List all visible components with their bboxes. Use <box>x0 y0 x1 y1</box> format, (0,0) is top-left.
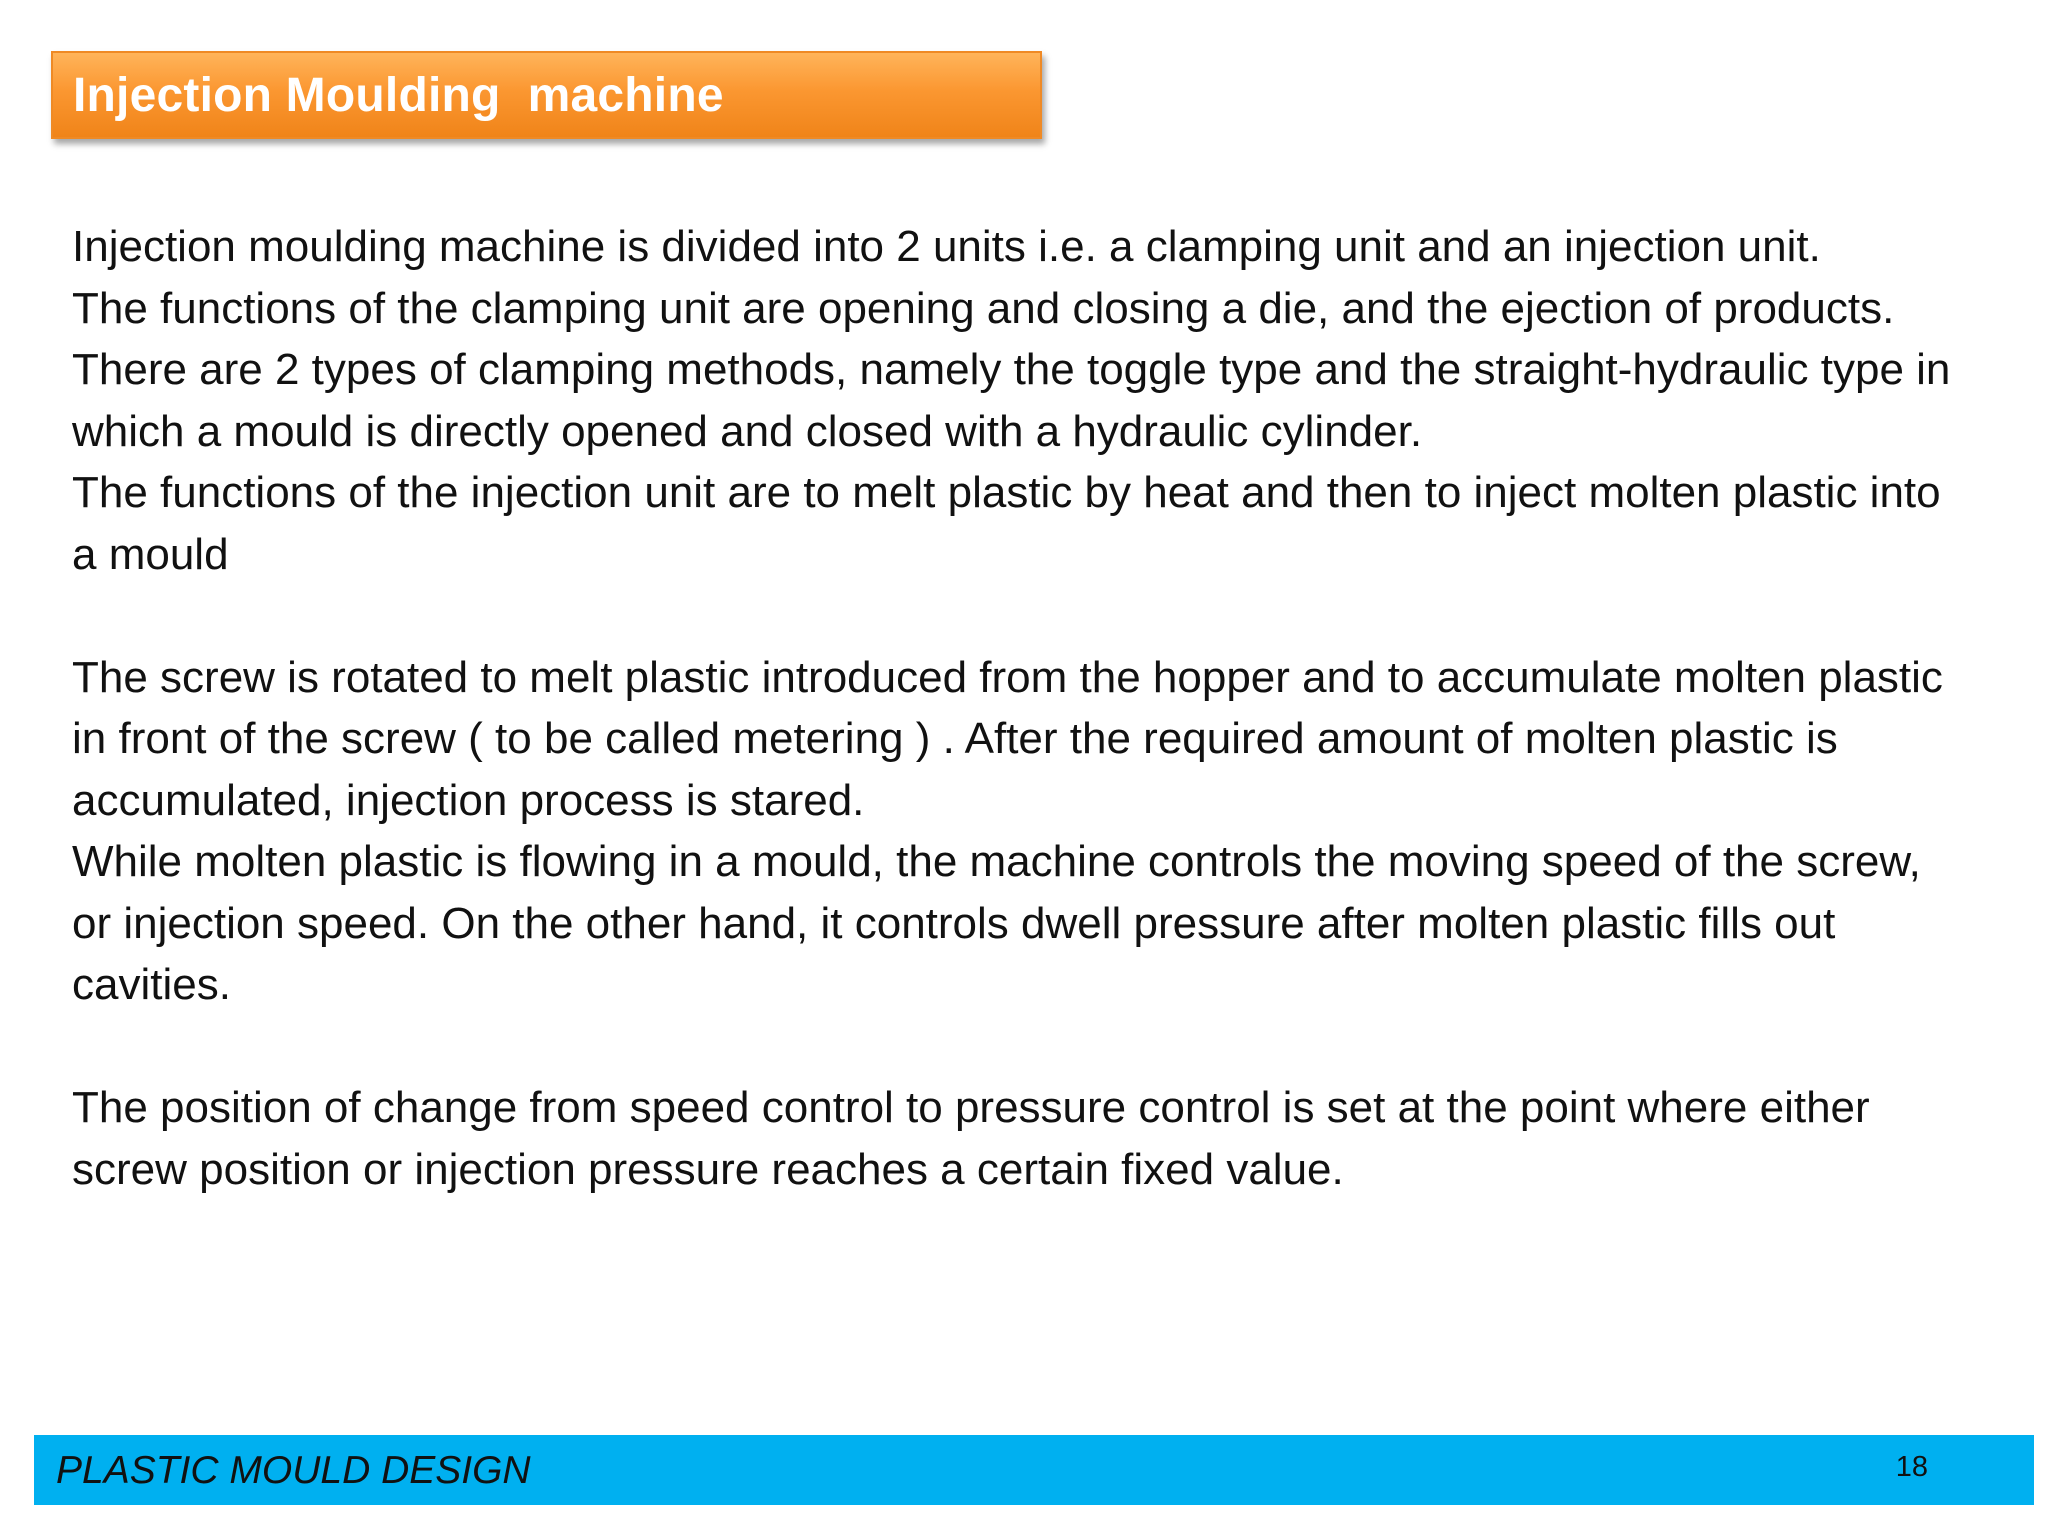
title-bar <box>51 51 1042 139</box>
page-number: 18 <box>1895 1451 1928 1483</box>
paragraph-spacer <box>72 1016 1972 1078</box>
footer-bar <box>34 1435 2034 1505</box>
paragraph-switchover: The position of change from speed control to pressure control is set at the point where either screw position or injection pressure reaches a certain fixed value. <box>72 1083 1870 1194</box>
paragraph-injection-unit: The functions of the injection unit are to melt plastic by heat and then to inject molten plastic into a mould <box>72 468 1941 579</box>
footer-course-title: PLASTIC MOULD DESIGN <box>56 1449 531 1492</box>
paragraph-screw-metering: The screw is rotated to melt plastic introduced from the hopper and to accumulate molten plastic in front of the screw ( to be called metering ) . After the required amount of molten plastic is accumulated, injection process is stared. <box>72 652 1943 825</box>
slide-title: Injection Moulding machine <box>73 68 724 122</box>
paragraph-clamping-unit: The functions of the clamping unit are opening and closing a die, and the ejection of products. There are 2 types of clamping methods, namely the toggle type and the straight-hydraulic type in which a mould is directly opened and closed with a hydraulic cylinder. <box>72 283 1951 456</box>
paragraph-units: Injection moulding machine is divided into 2 units i.e. a clamping unit and an injection unit. <box>72 222 1821 271</box>
paragraph-injection-speed: While molten plastic is flowing in a mould, the machine controls the moving speed of the screw, or injection speed. On the other hand, it controls dwell pressure after molten plastic fills out cavities. <box>72 837 1921 1009</box>
body-text <box>72 216 1972 1200</box>
paragraph-spacer <box>72 585 1972 647</box>
